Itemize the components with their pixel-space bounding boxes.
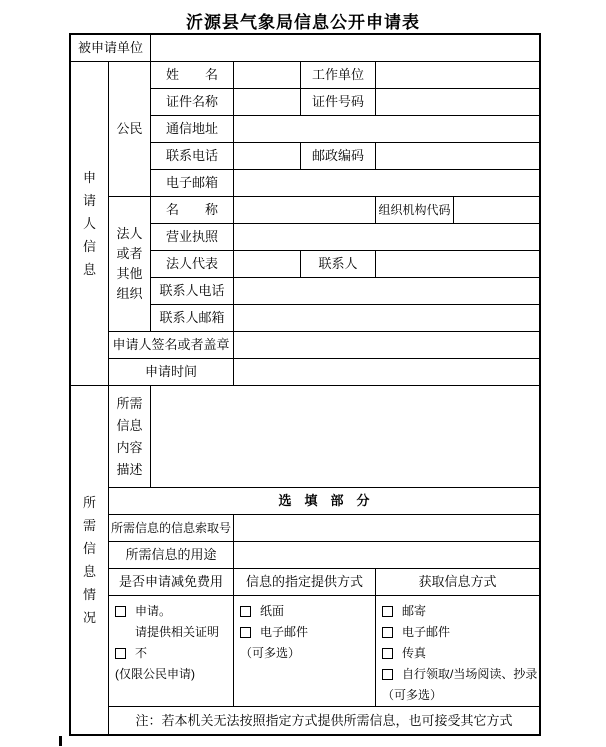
signature-label: 申请人签名或者盖章 xyxy=(109,332,233,358)
fee-waiver-header: 是否申请减免费用 xyxy=(109,569,233,595)
checkbox-paper[interactable] xyxy=(240,606,251,617)
organization-group-cell xyxy=(109,197,150,331)
required-info-section-label: 所需信息情况 xyxy=(82,495,96,625)
email-input[interactable] xyxy=(234,170,539,196)
organization-group-label: 法人或者其他组织 xyxy=(116,226,143,301)
requested-unit-input[interactable] xyxy=(151,35,539,61)
contact-email-label: 联系人邮箱 xyxy=(151,305,233,331)
description-label: 所需信息内容描述 xyxy=(116,395,143,477)
checkbox-obtain-email[interactable] xyxy=(382,627,393,638)
obtain-option-self-pickup-label: 自行领取/当场阅读、抄录 xyxy=(402,667,538,681)
org-name-label: 名 称 xyxy=(151,197,233,223)
fee-option-apply-label: 申请。 xyxy=(135,604,172,618)
cert-name-label: 证件名称 xyxy=(151,89,233,115)
obtain-method-header: 获取信息方式 xyxy=(376,569,539,595)
obtain-option-self-pickup xyxy=(382,664,537,685)
provision-multi-select-label: （可多选） xyxy=(240,646,301,660)
optional-section-header: 选 填 部 分 xyxy=(109,488,539,514)
address-label: 通信地址 xyxy=(151,116,233,142)
obtain-option-email xyxy=(382,622,450,643)
obtain-option-email-label: 电子邮件 xyxy=(402,625,451,639)
fee-option-citizen-only-label: (仅限公民申请) xyxy=(115,667,195,681)
fee-option-proof-label: 请提供相关证明 xyxy=(135,625,220,639)
required-info-section-cell xyxy=(71,386,108,734)
requested-unit-label: 被申请单位 xyxy=(71,35,150,61)
provision-method-options xyxy=(234,596,375,706)
obtain-method-options xyxy=(376,596,539,706)
description-label-cell xyxy=(109,386,150,487)
provision-option-email xyxy=(240,622,308,643)
checkbox-apply-waiver[interactable] xyxy=(115,606,126,617)
description-input[interactable] xyxy=(151,386,539,487)
representative-input[interactable] xyxy=(234,251,300,277)
phone-label: 联系电话 xyxy=(151,143,233,169)
license-label: 营业执照 xyxy=(151,224,233,250)
name-label: 姓 名 xyxy=(151,62,233,88)
obtain-option-mail xyxy=(382,601,426,622)
contact-person-label: 联系人 xyxy=(301,251,375,277)
checkbox-no-waiver[interactable] xyxy=(115,648,126,659)
email-label: 电子邮箱 xyxy=(151,170,233,196)
obtain-multi-select-note xyxy=(382,685,442,706)
checkbox-mail[interactable] xyxy=(382,606,393,617)
contact-email-input[interactable] xyxy=(234,305,539,331)
org-code-label: 组织机构代码 xyxy=(376,197,453,223)
provision-option-paper xyxy=(240,601,284,622)
address-input[interactable] xyxy=(234,116,539,142)
license-input[interactable] xyxy=(234,224,539,250)
page-title: 沂源县气象局信息公开申请表 xyxy=(186,13,420,32)
provision-method-header: 信息的指定提供方式 xyxy=(234,569,375,595)
fee-waiver-options xyxy=(109,596,233,706)
obtain-option-mail-label: 邮寄 xyxy=(402,604,427,618)
fee-option-no-label: 不 xyxy=(135,646,148,660)
index-number-input[interactable] xyxy=(234,515,539,541)
fee-option-apply xyxy=(115,601,171,622)
fee-option-proof-note xyxy=(115,622,219,643)
work-unit-label: 工作单位 xyxy=(301,62,375,88)
citizen-group-label: 公民 xyxy=(109,62,150,196)
provision-option-paper-label: 纸面 xyxy=(260,604,285,618)
application-form-table xyxy=(69,33,541,736)
obtain-option-fax-label: 传真 xyxy=(402,646,427,660)
phone-input[interactable] xyxy=(234,143,300,169)
fee-option-citizen-only xyxy=(115,664,195,685)
signature-input[interactable] xyxy=(234,332,539,358)
work-unit-input[interactable] xyxy=(376,62,539,88)
contact-phone-input[interactable] xyxy=(234,278,539,304)
applicant-section-label: 申请人信息 xyxy=(82,170,96,277)
contact-phone-label: 联系人电话 xyxy=(151,278,233,304)
provision-multi-select-note xyxy=(240,643,300,664)
applicant-section-cell xyxy=(71,62,108,385)
fee-option-no xyxy=(115,643,147,664)
representative-label: 法人代表 xyxy=(151,251,233,277)
contact-person-input[interactable] xyxy=(376,251,539,277)
checkbox-provision-email[interactable] xyxy=(240,627,251,638)
purpose-label: 所需信息的用途 xyxy=(109,542,233,568)
index-number-label: 所需信息的信息索取号 xyxy=(109,515,233,541)
cert-number-label: 证件号码 xyxy=(301,89,375,115)
obtain-multi-select-label: （可多选） xyxy=(382,688,443,702)
apply-time-input[interactable] xyxy=(234,359,539,385)
name-input[interactable] xyxy=(234,62,300,88)
checkbox-self-pickup[interactable] xyxy=(382,669,393,680)
note-text: 注：若本机关无法按照指定方式提供所需信息，也可接受其它方式 xyxy=(109,707,539,734)
obtain-option-fax xyxy=(382,643,426,664)
text-cursor xyxy=(59,736,62,746)
cert-name-input[interactable] xyxy=(234,89,300,115)
cert-number-input[interactable] xyxy=(376,89,539,115)
postal-code-input[interactable] xyxy=(376,143,539,169)
purpose-input[interactable] xyxy=(234,542,539,568)
apply-time-label: 申请时间 xyxy=(109,359,233,385)
checkbox-fax[interactable] xyxy=(382,648,393,659)
org-code-input[interactable] xyxy=(454,197,539,223)
org-name-input[interactable] xyxy=(234,197,375,223)
provision-option-email-label: 电子邮件 xyxy=(260,625,309,639)
postal-code-label: 邮政编码 xyxy=(301,143,375,169)
